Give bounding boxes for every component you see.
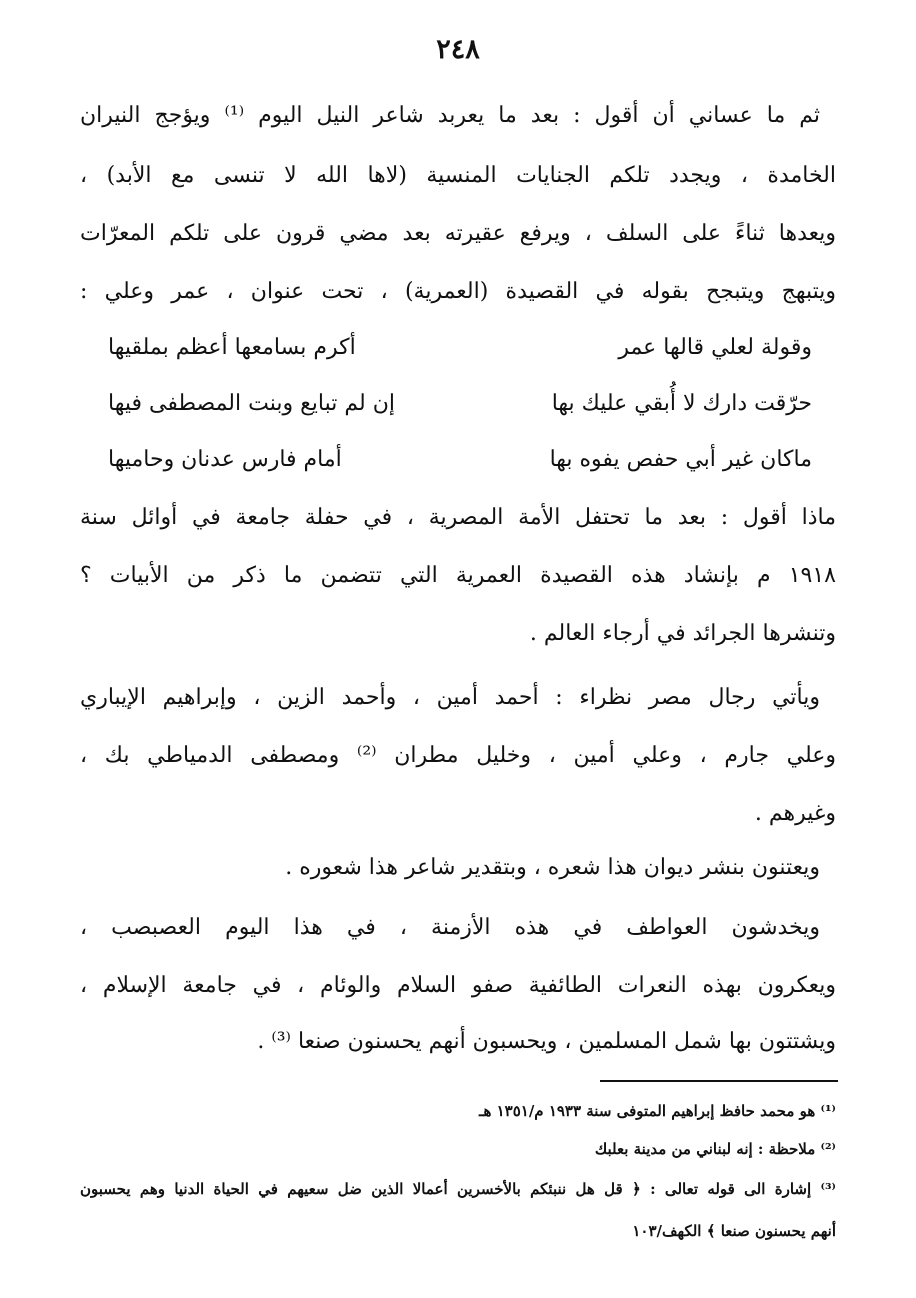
body-line: ١٩١٨ م بإنشاد هذه القصيدة العمرية التي تتضمن ما ذكر من الأبيات ؟: [80, 563, 836, 588]
verse-row: [108, 328, 812, 368]
footnote: ⁽³⁾ إشارة الى قوله تعالى : ﴿ قل هل ننبئكم بالأخسرين أعمالا الذين ضل سعيهم في الحياة الدنيا وهم يحسبون: [80, 1180, 836, 1198]
verse-second-hemistich: إن لم تبايع وبنت المصطفى فيها: [108, 391, 395, 416]
verse-first-hemistich: حرّقت دارك لا أُبقي عليك بها: [551, 391, 812, 416]
body-line: ثم ما عساني أن أقول : بعد ما يعربد شاعر النيل اليوم ⁽¹⁾ ويؤجج النيران: [80, 103, 821, 128]
verse-first-hemistich: ماكان غير أبي حفص يفوه بها: [549, 447, 812, 472]
verse-second-hemistich: أكرم بسامعها أعظم بملقيها: [108, 335, 356, 360]
verse-second-hemistich: أمام فارس عدنان وحاميها: [108, 447, 342, 472]
footnote: ⁽²⁾ ملاحظة : إنه لبناني من مدينة بعلبك: [594, 1140, 836, 1158]
body-line: وغيرهم .: [754, 801, 836, 826]
body-line: ويأتي رجال مصر نظراء : أحمد أمين ، وأحمد الزين ، وإبراهيم الإيباري: [80, 685, 820, 710]
body-line: ويخدشون العواطف في هذه الأزمنة ، في هذا اليوم العصبصب ،: [80, 915, 820, 940]
body-line: وتنشرها الجرائد في أرجاء العالم .: [529, 621, 836, 646]
body-line: ويعتنون بنشر ديوان هذا شعره ، وبتقدير شاعر هذا شعوره .: [285, 855, 820, 880]
footnote: ⁽¹⁾ هو محمد حافظ إبراهيم المتوفى سنة ١٩٣٣ م/١٣٥١ هـ: [479, 1102, 836, 1120]
verse-row: [108, 440, 812, 480]
footnote-separator: [600, 1080, 838, 1082]
body-line: ويعكرون بهذه النعرات الطائفية صفو السلام والوئام ، في جامعة الإسلام ،: [80, 973, 836, 998]
verse-row: [108, 384, 812, 424]
footnote-continuation: أنهم يحسنون صنعا ﴾ الكهف/١٠٣: [632, 1222, 836, 1240]
body-line: ماذا أقول : بعد ما تحتفل الأمة المصرية ، في حفلة جامعة في أوائل سنة: [80, 505, 836, 530]
body-line: ويشتتون بها شمل المسلمين ، ويحسبون أنهم يحسنون صنعا ⁽³⁾ .: [257, 1029, 836, 1054]
body-line: ويتبهج ويتبجح بقوله في القصيدة (العمرية) ، تحت عنوان ، عمر وعلي :: [80, 279, 836, 304]
body-line: الخامدة ، ويجدد تلكم الجنايات المنسية (لاها الله لا تنسى مع الأبد) ،: [80, 163, 836, 188]
body-line: وعلي جارم ، وعلي أمين ، وخليل مطران ⁽²⁾ ومصطفى الدمياطي بك ،: [80, 743, 837, 768]
verse-first-hemistich: وقولة لعلي قالها عمر: [618, 335, 812, 360]
page-number: ٢٤٨: [436, 34, 480, 65]
body-line: ويعدها ثناءً على السلف ، ويرفع عقيرته بعد مضي قرون على تلكم المعرّات: [80, 221, 836, 246]
